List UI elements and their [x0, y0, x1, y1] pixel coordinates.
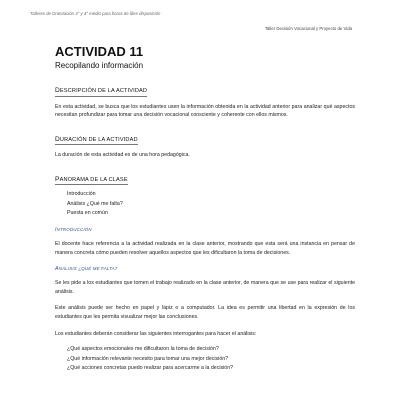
list-item: ¿Qué información relevante necesito para tomar una mejor decisión? [67, 355, 229, 362]
list-item: ¿Qué aspectos emocionales me dificultaron la toma de decisión? [67, 346, 219, 353]
heading-rest: NÁLISIS ¿QUÉ ME FALTA? [58, 266, 118, 272]
section-heading-panorama [55, 176, 128, 186]
heading-initial: P [55, 175, 60, 183]
analisis-paragraph-3: Los estudiantes deberán considerar las siguientes interrogantes para hacer el análisis: [55, 330, 257, 337]
heading-initial: A [55, 266, 59, 273]
heading-rest: URACIÓN DE LA ACTIVIDAD [59, 136, 138, 143]
heading-initial: D [55, 87, 60, 94]
activity-title: ACTIVIDAD 11 [55, 44, 144, 59]
duracion-text: La duración de esta actividad es de una hora pedagógica. [55, 152, 190, 159]
panorama-list [67, 190, 355, 219]
list-item: Análisis ¿Qué me falta? [67, 200, 123, 207]
heading-rest: ANORAMA DE LA CLASE [59, 176, 128, 183]
page-header-right: Taller Decisión Vocacional y Proyecto de Vida [264, 26, 352, 31]
subheading-introduccion [55, 226, 355, 234]
list-item: Puesta en común [67, 210, 108, 217]
section-heading-descripcion [55, 87, 147, 97]
document-body [55, 44, 355, 373]
heading-initial: I [55, 227, 57, 234]
analisis-questions-list [67, 345, 355, 373]
analisis-paragraph-2: Este análisis puede ser hecho en papel y lápiz o a computador. La idea es permitir una libertad en la expresión de los estudiantes que les permita visualizar mejor las conclusiones. [55, 305, 355, 321]
section-heading-duracion [55, 136, 138, 146]
heading-rest: NTRODUCCIÓN [56, 227, 92, 233]
heading-initial: D [55, 135, 60, 143]
introduccion-text: El docente hace referencia a la actividad realizada en la clase anterior, mostrando que esta será una instancia en pensar de manera concreta cómo pueden resolver aquellos aspectos que les dificultaron la toma de decisiones. [55, 241, 355, 256]
list-item: ¿Qué acciones concretas puedo realizar para acercarme a la decisión? [67, 365, 234, 372]
heading-rest: ESCRIPCIÓN DE LA ACTIVIDAD [59, 88, 148, 94]
subheading-analisis [55, 265, 355, 273]
list-item: Introducción [67, 191, 96, 198]
descripcion-text: En esta actividad, se busca que los estudiantes usen la información obtenida en la actividad anterior para analizar qué aspectos necesitan profundizar para tomar una decisión vocacional consciente y coherente con ellos mismos. [55, 103, 355, 119]
activity-subtitle: Recopilando información [55, 61, 144, 70]
analisis-paragraph-1: Se les pide a los estudiantes que tomen el trabajo realizado en la clase anterior, de manera que se use para realizar el siguiente análisis. [55, 280, 355, 295]
page-header-left: Talleres de Orientación 3° y 4° medio para horas de libre disposición [30, 11, 161, 16]
